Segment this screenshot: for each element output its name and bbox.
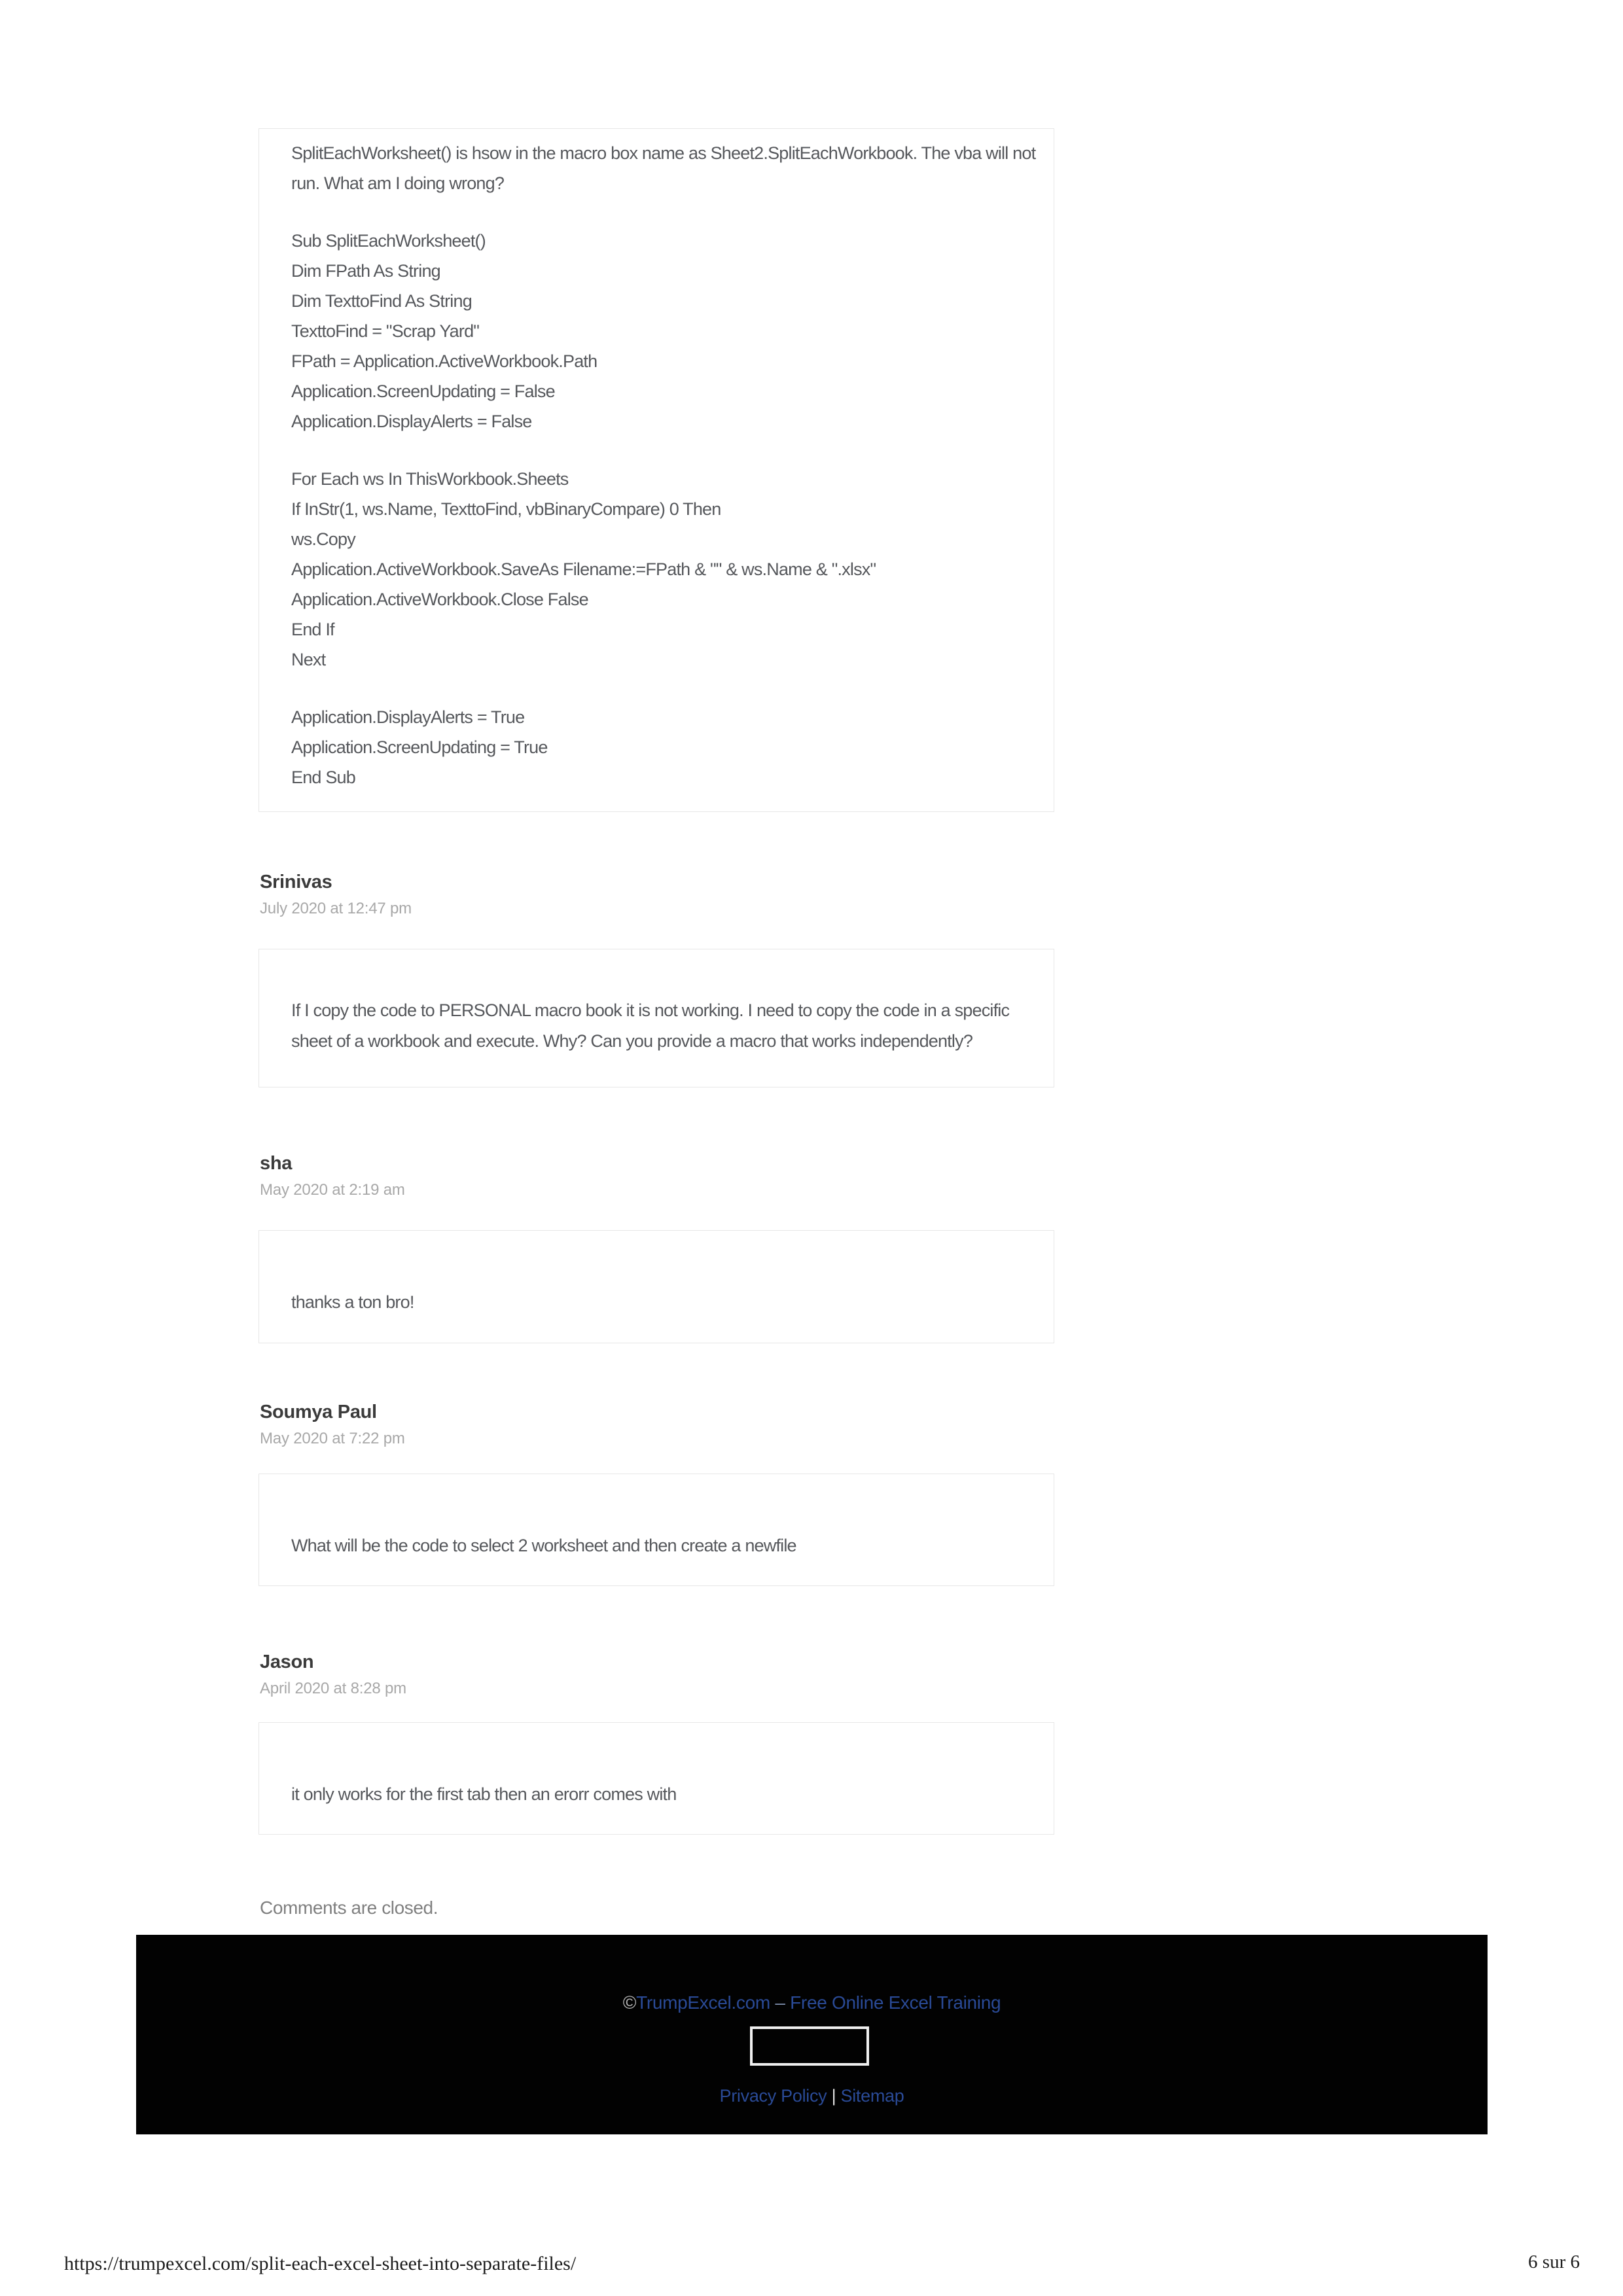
footer-image-placeholder-box — [750, 2026, 869, 2066]
comment-body-box-soumya-paul — [259, 1474, 1054, 1586]
text-line: sheet of a workbook and execute. Why? Can you provide a macro that works independently? — [291, 1031, 973, 1051]
text-line: What will be the code to select 2 worksheet and then create a newfile — [291, 1536, 796, 1555]
comment-text — [291, 1530, 1054, 1561]
text-line: FPath = Application.ActiveWorkbook.Path — [291, 351, 597, 371]
text-line: Application.ActiveWorkbook.Close False — [291, 590, 588, 609]
vba-code-block-loop — [291, 464, 1054, 675]
vba-code-block-declarations — [291, 226, 1054, 436]
text-line: Application.DisplayAlerts = True — [291, 707, 525, 727]
comment-date-soumya-paul: May 2020 at 7:22 pm — [260, 1430, 405, 1447]
comment-intro-paragraph — [291, 138, 1054, 198]
print-footer-url: https://trumpexcel.com/split-each-excel-sheet-into-separate-files/ — [64, 2253, 577, 2274]
privacy-policy-link[interactable]: Privacy Policy — [719, 2086, 827, 2106]
comments-closed-notice: Comments are closed. — [260, 1898, 438, 1918]
text-line: run. What am I doing wrong? — [291, 173, 505, 193]
comment-date-jason: April 2020 at 8:28 pm — [260, 1680, 406, 1697]
comment-body-box-sha — [259, 1230, 1054, 1343]
text-line: TexttoFind = "Scrap Yard" — [291, 321, 480, 341]
text-line: If InStr(1, ws.Name, TexttoFind, vbBinaryCompare) 0 Then — [291, 499, 721, 519]
comment-date-sha: May 2020 at 2:19 am — [260, 1181, 405, 1199]
text-line: Dim FPath As String — [291, 261, 440, 281]
text-line: Next — [291, 650, 326, 669]
footer-links-separator: | — [831, 2086, 836, 2106]
comment-author-soumya-paul: Soumya Paul — [260, 1402, 377, 1422]
vba-code-block-end — [291, 702, 1054, 792]
comment-body-box-vba-code — [259, 128, 1054, 812]
text-line: Application.DisplayAlerts = False — [291, 412, 532, 431]
footer-links-line — [136, 2084, 1488, 2108]
sitemap-link[interactable]: Sitemap — [840, 2086, 904, 2106]
comment-author-srinivas: Srinivas — [260, 872, 332, 892]
comment-author-jason: Jason — [260, 1651, 314, 1672]
site-footer — [136, 1935, 1488, 2134]
footer-copyright-line — [136, 1991, 1488, 2015]
text-line: ws.Copy — [291, 529, 355, 549]
text-line: thanks a ton bro! — [291, 1292, 414, 1312]
print-footer-page-number: 6 sur 6 — [1528, 2252, 1580, 2272]
text-line: Sub SplitEachWorksheet() — [291, 231, 486, 251]
copyright-symbol: © — [622, 1992, 637, 2013]
text-line: End If — [291, 620, 334, 639]
comment-text — [291, 995, 1054, 1057]
footer-site-link[interactable]: TrumpExcel.com — [636, 1992, 770, 2013]
text-line: Application.ScreenUpdating = True — [291, 737, 548, 757]
text-line: If I copy the code to PERSONAL macro book it is not working. I need to copy the code in a specific — [291, 1000, 1010, 1020]
footer-tagline-link[interactable]: Free Online Excel Training — [790, 1992, 1001, 2013]
comment-body-box-jason — [259, 1722, 1054, 1835]
text-line: Application.ActiveWorkbook.SaveAs Filename:=FPath & "" & ws.Name & ".xlsx" — [291, 559, 876, 579]
text-line: Application.ScreenUpdating = False — [291, 381, 555, 401]
comment-text — [291, 1287, 1054, 1318]
comment-date-srinivas: July 2020 at 12:47 pm — [260, 900, 412, 917]
footer-dash: – — [775, 1992, 785, 2013]
text-line: Dim TexttoFind As String — [291, 291, 472, 311]
comment-author-sha: sha — [260, 1153, 293, 1174]
text-line: End Sub — [291, 768, 355, 787]
comment-text — [291, 1779, 1054, 1810]
comment-body-box-srinivas — [259, 949, 1054, 1087]
text-line: it only works for the first tab then an erorr comes with — [291, 1784, 677, 1804]
text-line: For Each ws In ThisWorkbook.Sheets — [291, 469, 569, 489]
text-line: SplitEachWorksheet() is hsow in the macro box name as Sheet2.SplitEachWorkbook. The vba will not — [291, 143, 1036, 163]
